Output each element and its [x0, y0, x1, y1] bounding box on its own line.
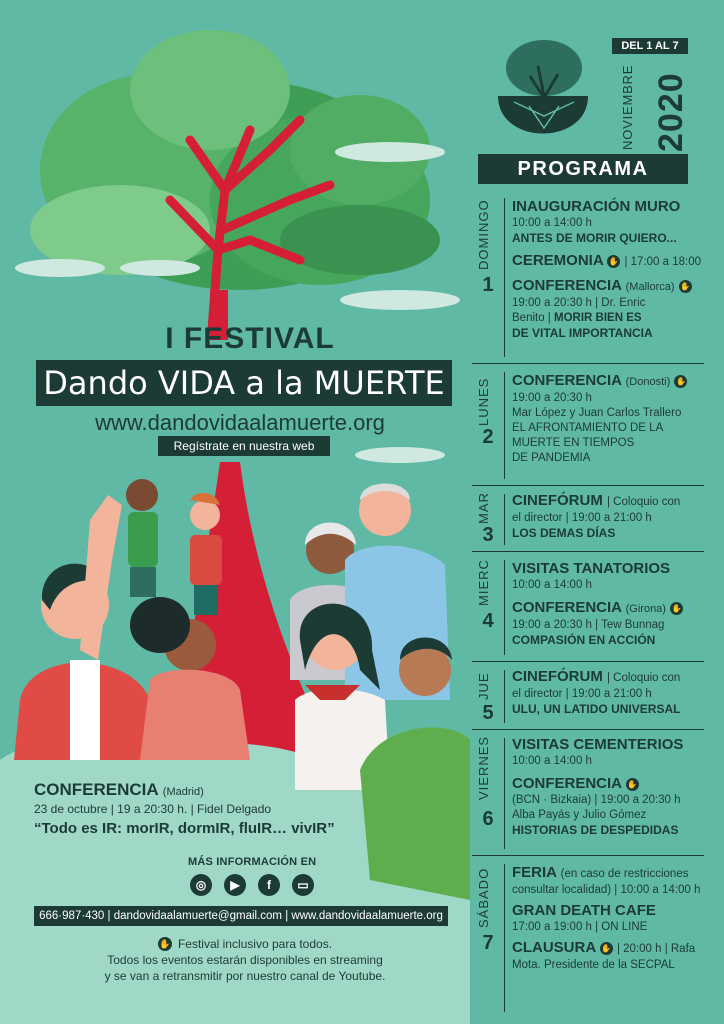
event-title: CONFERENCIA	[512, 372, 622, 389]
website-link[interactable]: www.dandovidaalamuerte.org	[95, 410, 385, 435]
event-detail: (BCN · Bizkaia) | 19:00 a 20:30 h	[512, 794, 681, 806]
day-divider	[504, 494, 505, 545]
event-time: 10:00 a 14:00 h	[512, 755, 592, 767]
event-place: (Girona)	[625, 603, 666, 615]
instagram-icon[interactable]: ◎	[190, 874, 212, 896]
inclusive-note	[80, 936, 410, 984]
event-subtitle: MORIR BIEN ES	[554, 312, 642, 324]
day-events	[512, 372, 702, 466]
year-label	[652, 56, 692, 152]
inclusive-line2: Todos los eventos estarán disponibles en streaming	[107, 953, 383, 967]
event-subtitle: HISTORIAS DE DESPEDIDAS	[512, 823, 679, 837]
accessibility-hand-icon: ✋	[680, 281, 691, 291]
day-mierc	[472, 554, 704, 662]
madrid-conference-place: (Madrid)	[162, 786, 204, 798]
day-divider	[504, 864, 505, 1012]
event-title: CEREMONIA	[512, 252, 604, 269]
day-name-text: VIERNES	[476, 735, 491, 800]
day-events	[512, 864, 702, 973]
event-detail: consultar localidad) | 10:00 a 14:00 h	[512, 884, 701, 896]
event-title: CONFERENCIA	[512, 599, 622, 616]
contact-bar: 666·987·430 | dandovidaalamuerte@gmail.com | www.dandovidaalamuerte.org	[34, 906, 448, 926]
accessibility-hand-icon: ✋	[671, 603, 682, 613]
day-name-text: JUE	[476, 672, 491, 700]
event-subtitle: DE PANDEMIA	[512, 452, 591, 464]
event-subtitle: DE VITAL IMPORTANCIA	[512, 326, 653, 340]
event-subtitle: MUERTE EN TIEMPOS	[512, 437, 635, 449]
madrid-conference-quote: “Todo es IR: morIR, dormIR, fluIR… vivIR”	[34, 820, 335, 837]
event-detail: 19:00 a 20:30 h | Dr. Enric	[512, 297, 646, 309]
day-number: 6	[482, 808, 494, 830]
event-subtitle: EL AFRONTAMIENTO DE LA	[512, 422, 664, 434]
event-time: 10:00 a 14:00 h	[512, 579, 592, 591]
day-number: 7	[482, 932, 494, 954]
event-detail: Alba Payás y Julio Gómez	[512, 809, 647, 821]
day-number: 2	[482, 426, 494, 448]
event-title: VISITAS TANATORIOS	[512, 560, 671, 577]
event-subtitle: ANTES DE MORIR QUIERO...	[512, 231, 677, 245]
day-divider	[504, 738, 505, 849]
day-number: 4	[482, 610, 494, 632]
event-time: 19:00 a 20:30 h	[512, 392, 592, 404]
day-divider	[504, 670, 505, 723]
day-name-text: LUNES	[476, 377, 491, 426]
event-detail: | Coloquio con	[607, 496, 681, 508]
event-detail: | Coloquio con	[607, 672, 681, 684]
event-detail: 19:00 a 20:30 h | Tew Bunnag	[512, 619, 665, 631]
event-detail: | 20:00 h | Rafa	[616, 943, 696, 955]
day-name-text: SÁBADO	[476, 867, 491, 928]
day-name-text: DOMINGO	[476, 199, 491, 270]
event-title: FERIA	[512, 864, 557, 881]
day-divider	[504, 372, 505, 479]
event-detail: Mar López y Juan Carlos Trallero	[512, 407, 682, 419]
day-events	[512, 560, 702, 648]
madrid-conference	[34, 780, 414, 837]
event-place: (Donosti)	[625, 376, 671, 388]
day-events	[512, 492, 702, 541]
day-name-text: MAR	[476, 492, 491, 524]
inclusive-line1: Festival inclusivo para todos.	[177, 937, 333, 951]
more-info-label: MÁS INFORMACIÓN EN	[188, 856, 317, 868]
youtube-icon[interactable]: ▶	[224, 874, 246, 896]
day-events	[512, 198, 702, 341]
event-detail: 17:00 a 19:00 h | ON LINE	[512, 921, 648, 933]
register-button[interactable]: Regístrate en nuestra web	[158, 436, 330, 456]
day-events	[512, 668, 702, 717]
month-text: NOVIEMBRE	[620, 64, 635, 150]
event-detail: Benito |	[512, 312, 554, 324]
day-name-text: MIERC	[476, 559, 491, 606]
day-number: 3	[482, 524, 494, 546]
event-title: GRAN DEATH CAFE	[512, 902, 656, 919]
day-number: 1	[482, 274, 494, 296]
day-lunes	[472, 366, 704, 486]
event-detail: (en caso de restricciones	[560, 868, 689, 880]
event-detail: el director | 19:00 a 21:00 h	[512, 688, 652, 700]
madrid-conference-title: CONFERENCIA	[34, 780, 159, 799]
day-viernes	[472, 732, 704, 856]
day-divider	[504, 198, 505, 357]
accessibility-hand-icon: ✋	[608, 256, 619, 266]
event-subtitle: COMPASIÓN EN ACCIÓN	[512, 633, 656, 647]
event-title: CLAUSURA	[512, 939, 596, 956]
event-title: INAUGURACIÓN MURO	[512, 198, 681, 215]
day-domingo	[472, 192, 704, 364]
accessibility-hand-icon: ✋	[159, 939, 171, 949]
day-jue	[472, 664, 704, 730]
event-time: 10:00 a 14:00 h	[512, 217, 592, 229]
dates-badge: DEL 1 AL 7	[612, 38, 688, 54]
event-title: VISITAS CEMENTERIOS	[512, 736, 684, 753]
day-sabado	[472, 858, 704, 1018]
event-detail: Mota. Presidente de la SECPAL	[512, 959, 675, 971]
event-place: (Mallorca)	[625, 281, 675, 293]
laptop-icon[interactable]: ▭	[292, 874, 314, 896]
madrid-conference-details: 23 de octubre | 19 a 20:30 h. | Fidel Delgado	[34, 802, 272, 816]
event-time: | 17:00 a 18:00	[624, 256, 701, 268]
facebook-icon[interactable]: f	[258, 874, 280, 896]
accessibility-hand-icon: ✋	[675, 376, 686, 386]
event-detail: el director | 19:00 a 21:00 h	[512, 512, 652, 524]
inclusive-line3: y se van a retransmitir por nuestro canal de Youtube.	[104, 969, 386, 983]
day-divider	[504, 560, 505, 655]
day-number: 5	[482, 702, 494, 724]
day-events	[512, 736, 702, 838]
event-title: CONFERENCIA	[512, 775, 622, 792]
tree-logo-icon	[494, 36, 592, 140]
accessibility-hand-icon: ✋	[601, 943, 612, 953]
year-text: 2020	[652, 72, 690, 152]
event-title: CONFERENCIA	[512, 277, 622, 294]
month-label	[620, 58, 654, 150]
festival-title: Dando VIDA a la MUERTE	[36, 360, 452, 406]
event-title: CINEFÓRUM	[512, 668, 603, 685]
day-mar	[472, 488, 704, 552]
event-subtitle: LOS DEMAS DÍAS	[512, 526, 616, 540]
programa-header: PROGRAMA	[478, 154, 688, 184]
accessibility-hand-icon: ✋	[627, 779, 638, 789]
event-title: CINEFÓRUM	[512, 492, 603, 509]
social-icons	[190, 874, 314, 896]
event-subtitle: ULU, UN LATIDO UNIVERSAL	[512, 702, 681, 716]
festival-kicker: I FESTIVAL	[165, 322, 335, 355]
